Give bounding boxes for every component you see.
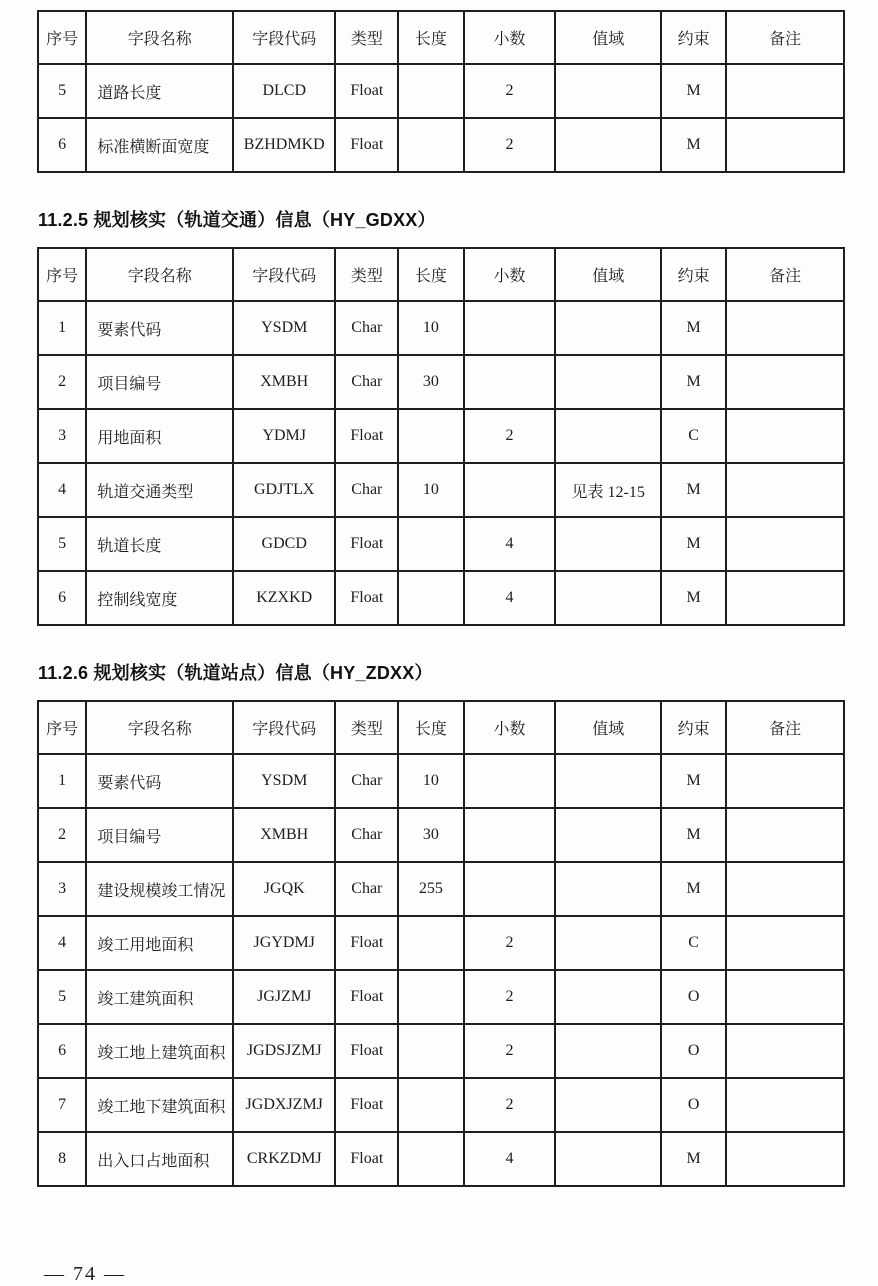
cell-remarks	[726, 862, 844, 916]
column-header-value-domain: 值域	[555, 701, 661, 754]
column-header-length: 长度	[398, 248, 463, 301]
cell-decimals	[464, 463, 556, 517]
column-header-type: 类型	[335, 701, 398, 754]
cell-length	[398, 118, 463, 172]
cell-type: Float	[335, 970, 398, 1024]
cell-type: Char	[335, 463, 398, 517]
cell-seq: 5	[38, 970, 86, 1024]
header-row	[38, 248, 844, 301]
cell-remarks	[726, 1024, 844, 1078]
table-row	[38, 1132, 844, 1186]
field-spec-table-hy-zdxx	[37, 700, 845, 1187]
cell-length	[398, 409, 463, 463]
cell-value-domain: 见表 12-15	[555, 463, 661, 517]
cell-decimals: 2	[464, 64, 556, 118]
column-header-seq: 序号	[38, 701, 86, 754]
cell-remarks	[726, 463, 844, 517]
cell-field-name: 道路长度	[86, 64, 233, 118]
cell-length	[398, 571, 463, 625]
cell-field-code: CRKZDMJ	[233, 1132, 335, 1186]
page-number: — 74 —	[44, 1263, 126, 1285]
cell-seq: 1	[38, 301, 86, 355]
cell-field-code: YDMJ	[233, 409, 335, 463]
cell-remarks	[726, 970, 844, 1024]
table-body	[38, 64, 844, 172]
table-row	[38, 301, 844, 355]
column-header-decimals: 小数	[464, 248, 556, 301]
cell-type: Char	[335, 301, 398, 355]
cell-decimals: 4	[464, 517, 556, 571]
cell-constraint: M	[661, 355, 726, 409]
cell-value-domain	[555, 355, 661, 409]
column-header-constraint: 约束	[661, 11, 726, 64]
column-header-remarks: 备注	[726, 701, 844, 754]
table-row	[38, 808, 844, 862]
section-heading-11-2-6: 11.2.6 规划核实（轨道站点）信息（HY_ZDXX）	[38, 663, 433, 683]
table-row	[38, 118, 844, 172]
table-row	[38, 463, 844, 517]
cell-type: Char	[335, 355, 398, 409]
cell-length	[398, 64, 463, 118]
column-header-length: 长度	[398, 11, 463, 64]
cell-field-name: 要素代码	[86, 301, 233, 355]
table-row	[38, 970, 844, 1024]
cell-constraint: M	[661, 1132, 726, 1186]
cell-value-domain	[555, 1132, 661, 1186]
cell-constraint: M	[661, 301, 726, 355]
cell-field-name: 轨道交通类型	[86, 463, 233, 517]
cell-value-domain	[555, 301, 661, 355]
cell-field-name: 用地面积	[86, 409, 233, 463]
cell-constraint: C	[661, 916, 726, 970]
table-row	[38, 1024, 844, 1078]
cell-length: 10	[398, 301, 463, 355]
cell-decimals	[464, 301, 556, 355]
cell-length	[398, 1078, 463, 1132]
cell-remarks	[726, 517, 844, 571]
cell-remarks	[726, 118, 844, 172]
cell-seq: 5	[38, 517, 86, 571]
column-header-length: 长度	[398, 701, 463, 754]
cell-value-domain	[555, 862, 661, 916]
cell-field-code: YSDM	[233, 301, 335, 355]
cell-field-code: JGJZMJ	[233, 970, 335, 1024]
cell-decimals: 2	[464, 409, 556, 463]
column-header-decimals: 小数	[464, 701, 556, 754]
cell-type: Float	[335, 64, 398, 118]
cell-constraint: M	[661, 754, 726, 808]
cell-remarks	[726, 916, 844, 970]
cell-field-name: 轨道长度	[86, 517, 233, 571]
cell-constraint: M	[661, 463, 726, 517]
table-row	[38, 571, 844, 625]
cell-length	[398, 916, 463, 970]
column-header-field-name: 字段名称	[86, 701, 233, 754]
cell-length	[398, 517, 463, 571]
cell-field-code: BZHDMKD	[233, 118, 335, 172]
cell-type: Float	[335, 571, 398, 625]
cell-decimals	[464, 355, 556, 409]
table-section-hy-gdxx	[37, 206, 845, 626]
section-heading-11-2-5: 11.2.5 规划核实（轨道交通）信息（HY_GDXX）	[38, 210, 436, 230]
table-row	[38, 517, 844, 571]
column-header-field-name: 字段名称	[86, 11, 233, 64]
cell-seq: 2	[38, 355, 86, 409]
cell-seq: 8	[38, 1132, 86, 1186]
cell-field-name: 竣工地上建筑面积	[86, 1024, 233, 1078]
cell-remarks	[726, 1132, 844, 1186]
cell-remarks	[726, 355, 844, 409]
column-header-field-code: 字段代码	[233, 11, 335, 64]
cell-decimals: 4	[464, 571, 556, 625]
cell-constraint: O	[661, 1078, 726, 1132]
column-header-decimals: 小数	[464, 11, 556, 64]
cell-seq: 3	[38, 409, 86, 463]
cell-type: Float	[335, 517, 398, 571]
cell-type: Float	[335, 916, 398, 970]
cell-length: 10	[398, 754, 463, 808]
cell-field-code: GDCD	[233, 517, 335, 571]
cell-decimals: 4	[464, 1132, 556, 1186]
column-header-constraint: 约束	[661, 248, 726, 301]
column-header-remarks: 备注	[726, 248, 844, 301]
cell-decimals	[464, 754, 556, 808]
cell-field-code: XMBH	[233, 808, 335, 862]
column-header-seq: 序号	[38, 248, 86, 301]
cell-seq: 3	[38, 862, 86, 916]
cell-type: Float	[335, 409, 398, 463]
cell-constraint: M	[661, 571, 726, 625]
cell-remarks	[726, 409, 844, 463]
column-header-field-code: 字段代码	[233, 248, 335, 301]
cell-seq: 4	[38, 916, 86, 970]
cell-seq: 1	[38, 754, 86, 808]
cell-field-code: JGQK	[233, 862, 335, 916]
column-header-value-domain: 值域	[555, 11, 661, 64]
column-header-remarks: 备注	[726, 11, 844, 64]
cell-value-domain	[555, 1078, 661, 1132]
cell-value-domain	[555, 64, 661, 118]
cell-decimals: 2	[464, 1024, 556, 1078]
cell-value-domain	[555, 916, 661, 970]
cell-length: 30	[398, 355, 463, 409]
cell-decimals: 2	[464, 118, 556, 172]
cell-field-name: 竣工用地面积	[86, 916, 233, 970]
cell-type: Char	[335, 808, 398, 862]
table-row	[38, 1078, 844, 1132]
cell-value-domain	[555, 409, 661, 463]
cell-length: 255	[398, 862, 463, 916]
column-header-field-code: 字段代码	[233, 701, 335, 754]
cell-field-name: 控制线宽度	[86, 571, 233, 625]
table-header	[38, 701, 844, 754]
cell-field-name: 竣工建筑面积	[86, 970, 233, 1024]
column-header-type: 类型	[335, 248, 398, 301]
table-body	[38, 301, 844, 625]
cell-value-domain	[555, 1024, 661, 1078]
cell-constraint: M	[661, 862, 726, 916]
cell-seq: 5	[38, 64, 86, 118]
cell-constraint: C	[661, 409, 726, 463]
cell-constraint: M	[661, 517, 726, 571]
cell-field-name: 标准横断面宽度	[86, 118, 233, 172]
table-body	[38, 754, 844, 1186]
column-header-type: 类型	[335, 11, 398, 64]
cell-value-domain	[555, 571, 661, 625]
column-header-constraint: 约束	[661, 701, 726, 754]
cell-field-name: 要素代码	[86, 754, 233, 808]
cell-seq: 7	[38, 1078, 86, 1132]
cell-remarks	[726, 301, 844, 355]
cell-length: 10	[398, 463, 463, 517]
cell-length: 30	[398, 808, 463, 862]
column-header-value-domain: 值域	[555, 248, 661, 301]
column-header-field-name: 字段名称	[86, 248, 233, 301]
cell-decimals	[464, 808, 556, 862]
cell-value-domain	[555, 118, 661, 172]
cell-constraint: M	[661, 118, 726, 172]
cell-field-code: JGYDMJ	[233, 916, 335, 970]
cell-constraint: O	[661, 1024, 726, 1078]
table-row	[38, 754, 844, 808]
cell-type: Char	[335, 862, 398, 916]
cell-remarks	[726, 64, 844, 118]
cell-field-code: JGDSJZMJ	[233, 1024, 335, 1078]
cell-remarks	[726, 754, 844, 808]
cell-seq: 2	[38, 808, 86, 862]
cell-decimals: 2	[464, 916, 556, 970]
table-row	[38, 916, 844, 970]
cell-value-domain	[555, 970, 661, 1024]
cell-seq: 6	[38, 1024, 86, 1078]
table-header	[38, 11, 844, 64]
table-section-road-continued	[37, 10, 845, 173]
table-header	[38, 248, 844, 301]
table-section-hy-zdxx	[37, 659, 845, 1187]
cell-value-domain	[555, 754, 661, 808]
field-spec-table-hy-gdxx	[37, 247, 845, 626]
cell-type: Float	[335, 1024, 398, 1078]
cell-field-name: 竣工地下建筑面积	[86, 1078, 233, 1132]
table-row	[38, 409, 844, 463]
cell-value-domain	[555, 517, 661, 571]
cell-field-code: JGDXJZMJ	[233, 1078, 335, 1132]
table-row	[38, 64, 844, 118]
cell-type: Char	[335, 754, 398, 808]
cell-length	[398, 1132, 463, 1186]
cell-remarks	[726, 1078, 844, 1132]
cell-field-name: 项目编号	[86, 355, 233, 409]
cell-remarks	[726, 808, 844, 862]
cell-type: Float	[335, 118, 398, 172]
column-header-seq: 序号	[38, 11, 86, 64]
cell-field-code: GDJTLX	[233, 463, 335, 517]
cell-constraint: O	[661, 970, 726, 1024]
cell-seq: 6	[38, 571, 86, 625]
cell-field-name: 出入口占地面积	[86, 1132, 233, 1186]
cell-decimals: 2	[464, 970, 556, 1024]
field-spec-table-road-partial	[37, 10, 845, 173]
cell-remarks	[726, 571, 844, 625]
cell-seq: 4	[38, 463, 86, 517]
cell-field-code: DLCD	[233, 64, 335, 118]
cell-constraint: M	[661, 808, 726, 862]
cell-field-name: 项目编号	[86, 808, 233, 862]
cell-field-code: YSDM	[233, 754, 335, 808]
cell-decimals	[464, 862, 556, 916]
cell-type: Float	[335, 1132, 398, 1186]
cell-seq: 6	[38, 118, 86, 172]
table-row	[38, 355, 844, 409]
cell-length	[398, 970, 463, 1024]
header-row	[38, 701, 844, 754]
header-row	[38, 11, 844, 64]
cell-length	[398, 1024, 463, 1078]
cell-field-name: 建设规模竣工情况	[86, 862, 233, 916]
cell-field-code: XMBH	[233, 355, 335, 409]
cell-decimals: 2	[464, 1078, 556, 1132]
table-row	[38, 862, 844, 916]
cell-field-code: KZXKD	[233, 571, 335, 625]
cell-value-domain	[555, 808, 661, 862]
cell-constraint: M	[661, 64, 726, 118]
cell-type: Float	[335, 1078, 398, 1132]
